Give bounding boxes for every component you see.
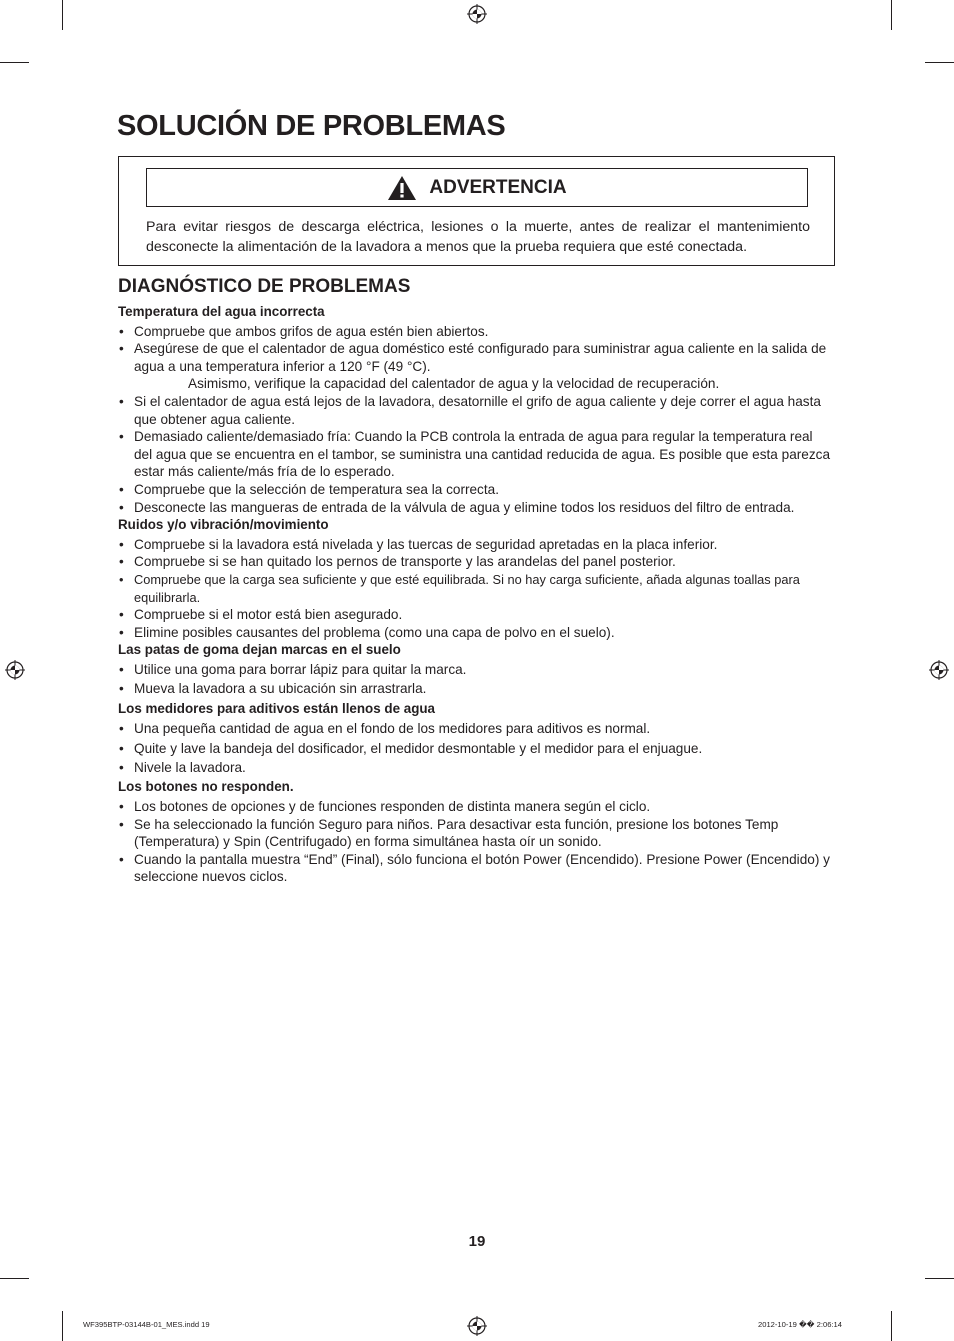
list-item: • Los botones de opciones y de funciones responden de distinta manera según el ciclo. <box>118 798 830 816</box>
group-list <box>118 536 830 642</box>
registration-mark-icon <box>467 4 487 24</box>
crop-mark <box>0 62 29 63</box>
page-title: SOLUCIÓN DE PROBLEMAS <box>117 110 506 142</box>
crop-mark <box>891 0 892 30</box>
group-heading: Las patas de goma dejan marcas en el suelo <box>118 642 401 658</box>
group-list <box>118 720 830 777</box>
note-line: Asimismo, verifique la capacidad del calentador de agua y la velocidad de recuperación. <box>188 376 720 392</box>
group-heading: Temperatura del agua incorrecta <box>118 304 325 319</box>
group-heading: Ruidos y/o vibración/movimiento <box>118 517 329 533</box>
list-item: • Utilice una goma para borrar lápiz para quitar la marca. <box>118 661 830 679</box>
list-item: • Se ha seleccionado la función Seguro para niños. Para desactivar esta función, presione los botones Temp (Temperatura) y Spin (Centrifugado) en forma simultánea hasta oír un sonido. <box>118 816 830 851</box>
group-heading: Los botones no responden. <box>118 779 294 795</box>
group-list <box>118 661 830 698</box>
registration-mark-icon <box>467 1316 487 1336</box>
list-item: • Compruebe que la selección de temperatura sea la correcta. <box>118 481 830 499</box>
list-item: • Nivele la lavadora. <box>118 759 830 777</box>
warning-triangle-icon <box>387 175 417 201</box>
group-heading: Los medidores para aditivos están llenos de agua <box>118 701 436 717</box>
group-list <box>118 323 830 376</box>
crop-mark <box>0 1278 29 1279</box>
list-item: • Asegúrese de que el calentador de agua doméstico esté configurado para suministrar agua caliente en la salida de agua a una temperatura inferior a 120 °F (49 °C). <box>118 340 830 375</box>
list-item: • Compruebe si la lavadora está nivelada y las tuercas de seguridad apretadas en la placa inferior. <box>118 536 830 554</box>
list-item: • Demasiado caliente/demasiado fría: Cuando la PCB controla la entrada de agua para regular la temperatura real del agua que se encuentra en el tambor, se suministra una cantidad reducida de agua. Es posible que esta parezca estar más caliente/más fría de lo esperado. <box>118 428 830 481</box>
diagnosis-content <box>118 303 830 886</box>
list-item: • Mueva la lavadora a su ubicación sin arrastrarla. <box>118 680 830 698</box>
crop-mark <box>62 1311 63 1341</box>
list-item: • Desconecte las mangueras de entrada de la válvula de agua y elimine todos los residuos del filtro de entrada. <box>118 499 830 517</box>
list-item: • Elimine posibles causantes del problema (como una capa de polvo en el suelo). <box>118 624 830 642</box>
list-item: • Quite y lave la bandeja del dosificador, el medidor desmontable y el medidor para el enjuague. <box>118 740 830 758</box>
registration-mark-icon <box>5 660 25 680</box>
page-number: 19 <box>468 1233 486 1250</box>
registration-mark-icon <box>929 660 949 680</box>
footer-timestamp: 2012-10-19 �� 2:06:14 <box>758 1320 842 1329</box>
crop-mark <box>925 1278 954 1279</box>
warning-label: ADVERTENCIA <box>429 176 567 198</box>
section-title: DIAGNÓSTICO DE PROBLEMAS <box>118 276 411 297</box>
list-item: • Compruebe que ambos grifos de agua estén bien abiertos. <box>118 323 830 341</box>
warning-header <box>146 168 808 207</box>
list-item: • Compruebe si el motor está bien asegurado. <box>118 606 830 624</box>
list-item: • Una pequeña cantidad de agua en el fondo de los medidores para aditivos es normal. <box>118 720 830 738</box>
crop-mark <box>891 1311 892 1341</box>
list-item: • Compruebe si se han quitado los pernos de transporte y las arandelas del panel posterior. <box>118 553 830 571</box>
crop-mark <box>62 0 63 30</box>
list-item: • Cuando la pantalla muestra “End” (Final), sólo funciona el botón Power (Encendido). Presione Power (Encendido) y seleccione nuevos ciclos. <box>118 851 830 886</box>
list-item: • Compruebe que la carga sea suficiente y que esté equilibrada. Si no hay carga suficiente, añada algunas toallas para equilibrarla. <box>118 571 830 606</box>
crop-mark <box>925 62 954 63</box>
group-list <box>118 393 830 516</box>
warning-box <box>118 156 835 266</box>
warning-text: Para evitar riesgos de descarga eléctrica, lesiones o la muerte, antes de realizar el mantenimiento desconecte la alimentación de la lavadora a menos que la prueba requiera que esté conectada. <box>146 219 810 255</box>
footer-filename: WF395BTP-03144B-01_MES.indd 19 <box>83 1320 210 1329</box>
group-list <box>118 798 830 886</box>
list-item: • Si el calentador de agua está lejos de la lavadora, desatornille el grifo de agua caliente y deje correr el agua hasta que obtener agua caliente. <box>118 393 830 428</box>
